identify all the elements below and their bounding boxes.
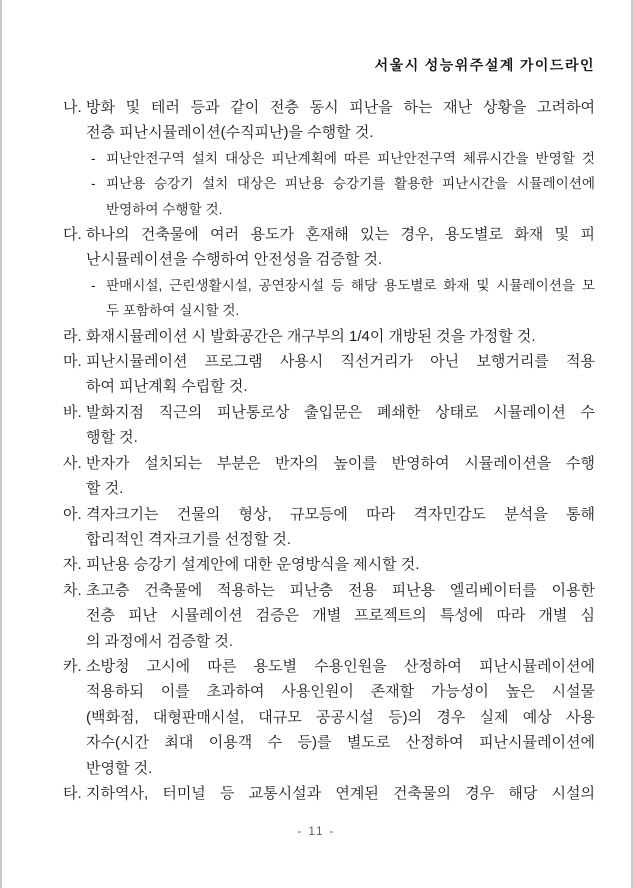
list-item-label: 사. xyxy=(63,454,82,472)
list-item-바 xyxy=(63,400,595,451)
list-item-타 xyxy=(63,781,595,806)
text-line: 반영할 것. xyxy=(86,759,153,777)
text-line: 전층 피난 시뮬레이션 검증은 개별 프로젝트의 특성에 따라 개별 심 xyxy=(86,607,595,625)
text-line: 피난용 승강기 설계안에 대한 운영방식을 제시할 것. xyxy=(86,556,420,574)
dash-marker: - xyxy=(91,277,96,293)
page-number: - 11 - xyxy=(297,826,336,838)
text-line: 자수(시간 최대 이용객 수 등)를 별도로 산정하여 피난시뮬레이션에 xyxy=(86,734,595,752)
dash-marker: - xyxy=(91,150,96,166)
list-item-아 xyxy=(63,502,595,553)
list-item-label: 다. xyxy=(63,226,82,244)
text-line: 전층 피난시뮬레이션(수직피난)을 수행할 것. xyxy=(86,124,374,142)
text-line: 소방청 고시에 따른 용도별 수용인원을 산정하여 피난시뮬레이션에 xyxy=(86,657,595,675)
text-line: 판매시설, 근린생활시설, 공연장시설 등 해당 용도별로 화재 및 시뮬레이션을 모 xyxy=(106,277,595,293)
list-item-label: 나. xyxy=(63,99,82,116)
text-line: 적용하되 이를 초과하여 사용인원이 존재할 가능성이 높은 시설물 xyxy=(86,683,595,701)
text-line: (백화점, 대형판매시설, 대규모 공공시설 등)의 경우 실제 예상 사용 xyxy=(86,708,595,726)
text-line: 하여 피난계획 수립할 것. xyxy=(86,378,248,396)
text-line: 피난시뮬레이션 프로그램 사용시 직선거리가 아닌 보행거리를 적용 xyxy=(86,353,595,371)
text-line: 하나의 건축물에 여러 용도가 혼재해 있는 경우, 용도별로 화재 및 피 xyxy=(86,226,595,244)
list-item-카 xyxy=(63,654,595,781)
sub-item xyxy=(91,171,595,222)
text-line: 피난용 승강기 설치 대상은 피난용 승강기를 활용한 피난시간을 시뮬레이션에 xyxy=(106,176,595,192)
dash-marker: - xyxy=(91,176,96,192)
text-line: 두 포함하여 실시할 것. xyxy=(106,303,240,319)
document-body xyxy=(63,95,595,806)
text-line: 피난안전구역 설치 대상은 피난계획에 따른 피난안전구역 체류시간을 반영할 것 xyxy=(106,150,595,166)
list-item-label: 카. xyxy=(63,657,82,675)
list-item-자 xyxy=(63,552,595,577)
text-line: 방화 및 테러 등과 같이 전층 동시 피난을 하는 재난 상황을 고려하여 xyxy=(86,99,595,116)
list-item-라 xyxy=(63,324,595,349)
text-line: 의 과정에서 검증할 것. xyxy=(86,632,234,650)
text-line: 초고층 건축물에 적용하는 피난층 전용 피난용 엘리베이터를 이용한 xyxy=(86,581,595,599)
text-line: 발화지점 직근의 피난통로상 출입문은 폐쇄한 상태로 시뮬레이션 수 xyxy=(86,403,595,421)
text-line: 반자가 설치되는 부분은 반자의 높이를 반영하여 시뮬레이션을 수행 xyxy=(86,454,595,472)
text-line: 화재시뮬레이션 시 발화공간은 개구부의 1/4이 개방된 것을 가정할 것. xyxy=(86,327,536,345)
list-item-label: 바. xyxy=(63,403,82,421)
list-item-사 xyxy=(63,451,595,502)
text-line: 합리적인 격자크기를 선정할 것. xyxy=(86,530,292,548)
list-item-마 xyxy=(63,349,595,400)
list-item-label: 타. xyxy=(63,784,82,802)
list-item-label: 마. xyxy=(63,353,82,371)
list-item-label: 아. xyxy=(63,505,82,523)
list-item-label: 자. xyxy=(63,556,82,574)
document-header-title: 서울시 성능위주설계 가이드라인 xyxy=(374,59,595,74)
text-line: 행할 것. xyxy=(86,429,138,447)
list-item-차 xyxy=(63,578,595,654)
text-line: 반영하여 수행할 것. xyxy=(106,201,223,217)
text-line: 난시뮬레이션을 수행하여 안전성을 검증할 것. xyxy=(86,251,383,269)
list-item-label: 라. xyxy=(63,327,82,345)
text-line: 할 것. xyxy=(86,480,124,498)
sub-item xyxy=(91,146,595,171)
list-item-나 xyxy=(63,95,595,222)
list-item-label: 차. xyxy=(63,581,82,599)
sub-item xyxy=(91,273,595,324)
text-line: 지하역사, 터미널 등 교통시설과 연계된 건축물의 경우 해당 시설의 xyxy=(86,784,595,802)
text-line: 격자크기는 건물의 형상, 규모등에 따라 격자민감도 분석을 통해 xyxy=(86,505,595,523)
list-item-다 xyxy=(63,222,595,324)
